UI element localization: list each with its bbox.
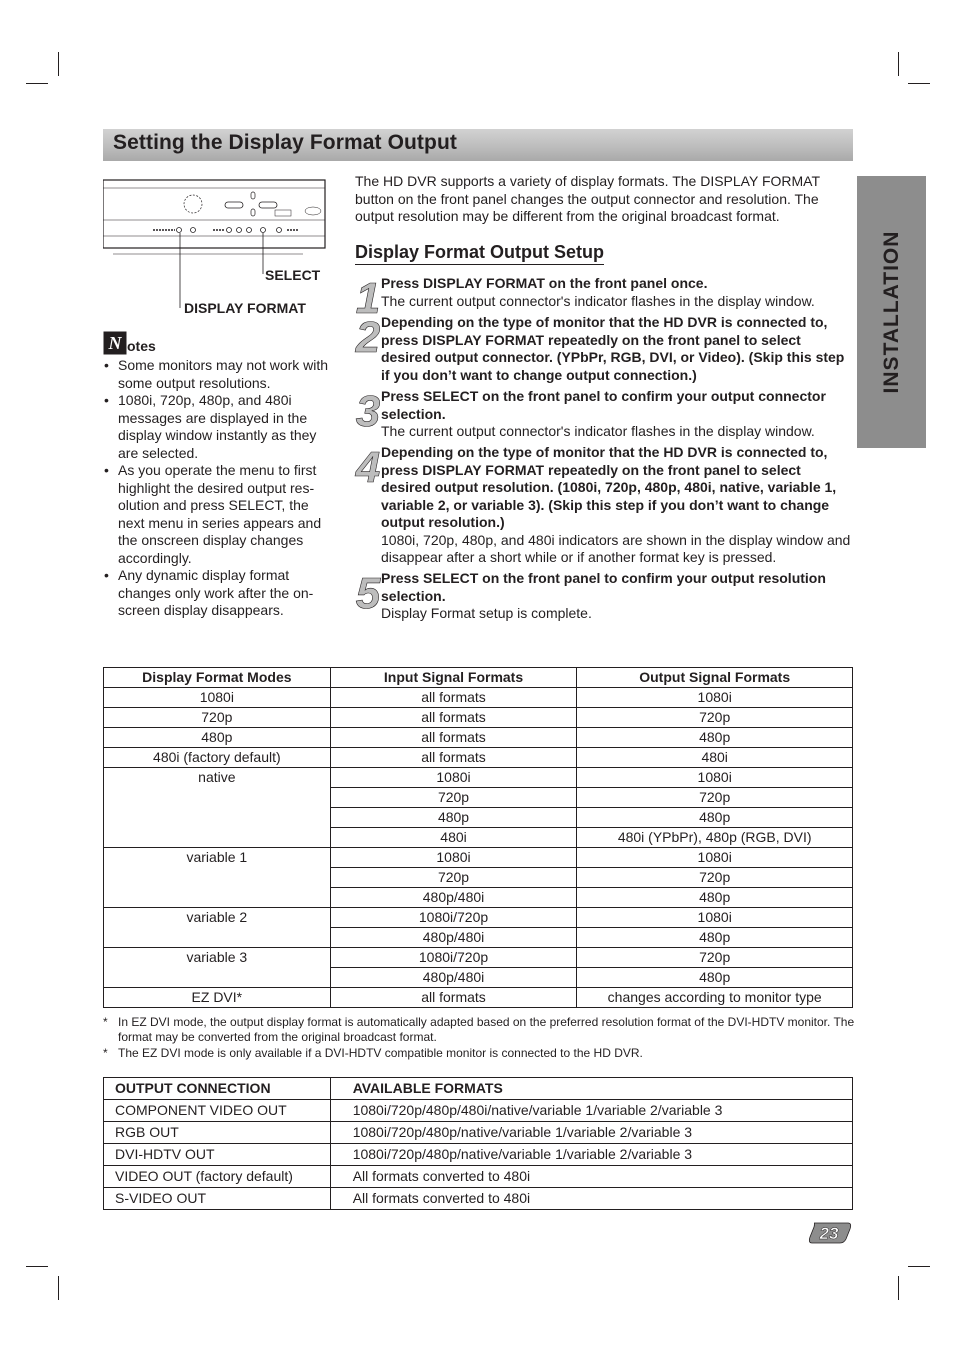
display-format-table <box>103 667 853 1008</box>
mode-cell: 480p <box>104 728 331 748</box>
formats-cell: 1080i/720p/480p/native/variable 1/variable 2/variable 3 <box>330 1122 852 1144</box>
intro-paragraph: The HD DVR supports a variety of display formats. The DISPLAY FORMAT button on the front panel changes the output connector and resolution. The output resolution may be different from the original broadcast format. <box>355 173 820 224</box>
section-side-tab <box>857 176 926 448</box>
step-instruction: Depending on the type of monitor that the HD DVR is connected to, press DISPLAY FORMAT repeatedly on the front panel to select desired output connector. (YPbPr, RGB, DVI, or Video). (Skip this step if you don’t want to change output connection.) <box>381 314 845 383</box>
input-cell: 480p/480i <box>330 928 577 948</box>
crop-mark <box>58 52 59 76</box>
display-format-callout-label: DISPLAY FORMAT <box>184 300 306 316</box>
step-number-2-icon <box>353 314 383 360</box>
step-number: 2 <box>355 314 381 360</box>
footnote <box>103 1015 855 1045</box>
section-title-bar <box>103 129 853 161</box>
select-callout-label: SELECT <box>265 267 321 283</box>
output-cell: changes according to monitor type <box>577 988 853 1008</box>
footnote <box>103 1046 855 1061</box>
step-number: 4 <box>355 444 381 490</box>
mode-cell: EZ DVI* <box>104 988 331 1008</box>
crop-mark <box>898 52 899 76</box>
formats-cell: 1080i/720p/480p/480i/native/variable 1/variable 2/variable 3 <box>330 1100 852 1122</box>
table-row <box>104 908 853 928</box>
input-cell: all formats <box>330 748 577 768</box>
table-row <box>104 1100 853 1122</box>
formats-cell: All formats converted to 480i <box>330 1166 852 1188</box>
step-instruction: Press DISPLAY FORMAT on the front panel once. <box>381 275 708 291</box>
output-cell: 720p <box>577 708 853 728</box>
column-header: OUTPUT CONNECTION <box>104 1078 331 1100</box>
step-instruction: Press SELECT on the front panel to confirm your output resolution selection. <box>381 570 826 604</box>
page-number: 23 <box>819 1224 839 1243</box>
step-number: 1 <box>355 275 381 321</box>
column-header: AVAILABLE FORMATS <box>330 1078 852 1100</box>
page-title: Setting the Display Format Output <box>113 131 457 154</box>
setup-step-3 <box>381 388 853 441</box>
footnote-mark: * <box>103 1015 108 1029</box>
front-panel-illustration <box>103 178 329 318</box>
output-cell: 480p <box>577 968 853 988</box>
table-row <box>104 1122 853 1144</box>
notes-heading-text: otes <box>127 337 156 354</box>
mode-cell: native <box>104 768 331 848</box>
setup-step-4 <box>381 444 853 567</box>
table-row <box>104 708 853 728</box>
note-item: • 1080i, 720p, 480p, and 480i messages are displayed in the display window instantly as they are selected. <box>103 392 331 462</box>
input-cell: all formats <box>330 988 577 1008</box>
column-header: Output Signal Formats <box>577 668 853 688</box>
notes-n-icon <box>103 331 127 355</box>
output-cell: 1080i <box>577 908 853 928</box>
input-cell: all formats <box>330 708 577 728</box>
table-row <box>104 768 853 788</box>
step-number: 5 <box>355 570 381 616</box>
footnote-text: The EZ DVI mode is only available if a DVI-HDTV compatible monitor is connected to the HD DVR. <box>118 1046 643 1060</box>
mode-cell: variable 1 <box>104 848 331 908</box>
table-row <box>104 728 853 748</box>
output-cell: 480p <box>577 928 853 948</box>
table-row <box>104 948 853 968</box>
output-cell: 720p <box>577 868 853 888</box>
setup-heading: Display Format Output Setup <box>355 242 604 265</box>
table-row <box>104 1144 853 1166</box>
output-cell: 480p <box>577 728 853 748</box>
connection-cell: S-VIDEO OUT <box>104 1188 331 1210</box>
step-number-4-icon <box>353 444 383 490</box>
connection-cell: DVI-HDTV OUT <box>104 1144 331 1166</box>
step-instruction: Press SELECT on the front panel to confirm your output connector selection. <box>381 388 826 422</box>
column-header: Display Format Modes <box>104 668 331 688</box>
display-format-table-body <box>104 688 853 1008</box>
step-number-5-icon <box>353 570 383 616</box>
input-cell: 1080i <box>330 768 577 788</box>
output-cell: 480p <box>577 888 853 908</box>
mode-cell: variable 3 <box>104 948 331 988</box>
table-row <box>104 1188 853 1210</box>
note-item: • Any dynamic display format changes only work after the on-screen display disappears. <box>103 567 331 620</box>
input-cell: 480p/480i <box>330 968 577 988</box>
table-row <box>104 988 853 1008</box>
step-detail: The current output connector's indicator flashes in the display window. <box>381 423 815 439</box>
setup-step-1 <box>381 275 853 310</box>
output-cell: 720p <box>577 788 853 808</box>
input-cell: 480i <box>330 828 577 848</box>
input-cell: 1080i/720p <box>330 908 577 928</box>
input-cell: all formats <box>330 728 577 748</box>
crop-mark <box>26 1266 48 1267</box>
table-header-row <box>104 668 853 688</box>
input-cell: 480p/480i <box>330 888 577 908</box>
step-number: 3 <box>355 388 381 434</box>
step-detail: The current output connector's indicator flashes in the display window. <box>381 292 815 309</box>
step-detail: 1080i, 720p, 480p, and 480i indicators are shown in the display window and disappear after a short while or if another format key is pressed. <box>381 531 851 565</box>
step-detail: Display Format setup is complete. <box>381 605 592 621</box>
output-cell: 480i <box>577 748 853 768</box>
table-row <box>104 1166 853 1188</box>
step-number-3-icon <box>353 388 383 434</box>
formats-cell: All formats converted to 480i <box>330 1188 852 1210</box>
table-row <box>104 688 853 708</box>
footnote-mark: * <box>103 1046 108 1060</box>
connection-cell: VIDEO OUT (factory default) <box>104 1166 331 1188</box>
side-tab-label: INSTALLATION <box>879 230 903 394</box>
input-cell: 480p <box>330 808 577 828</box>
mode-cell: variable 2 <box>104 908 331 948</box>
mode-cell: 1080i <box>104 688 331 708</box>
output-cell: 1080i <box>577 848 853 868</box>
note-item: • As you operate the menu to first highlight the desired output res-olution and press SELECT, the next menu in series appears and the onscreen display changes accordingly. <box>103 462 331 567</box>
formats-cell: 1080i/720p/480p/native/variable 1/variable 2/variable 3 <box>330 1144 852 1166</box>
notes-box <box>103 329 331 620</box>
mode-cell: 480i (factory default) <box>104 748 331 768</box>
crop-mark <box>898 1276 899 1300</box>
output-connection-table <box>103 1077 853 1210</box>
output-cell: 720p <box>577 948 853 968</box>
setup-step-2 <box>381 314 853 384</box>
output-cell: 480p <box>577 808 853 828</box>
table-row <box>104 848 853 868</box>
note-item: • Some monitors may not work with some output resolutions. <box>103 357 331 392</box>
crop-mark <box>908 83 930 84</box>
input-cell: 720p <box>330 788 577 808</box>
crop-mark <box>26 83 48 84</box>
table-row <box>104 748 853 768</box>
footnote-text: In EZ DVI mode, the output display format is automatically adapted based on the preferred resolution format of the DVI-HDTV monitor. The format may be converted from the original broadcast format. <box>118 1015 855 1044</box>
setup-step-5 <box>381 570 853 623</box>
crop-mark <box>58 1276 59 1300</box>
input-cell: all formats <box>330 688 577 708</box>
input-cell: 1080i <box>330 848 577 868</box>
column-header: Input Signal Formats <box>330 668 577 688</box>
output-cell: 1080i <box>577 688 853 708</box>
step-instruction: Depending on the type of monitor that the HD DVR is connected to, press DISPLAY FORMAT repeatedly on the front panel to select desired output resolution. (1080i, 720p, 480p, 480i, native, variable 1, variable 2, or variable 3). (Skip this step if you don’t want to change output resolution.) <box>381 444 837 530</box>
table-header-row <box>104 1078 853 1100</box>
output-cell: 480i (YPbPr), 480p (RGB, DVI) <box>577 828 853 848</box>
input-cell: 720p <box>330 868 577 888</box>
front-panel-drawing <box>103 178 329 318</box>
notes-list <box>103 357 331 620</box>
notes-icon-letter: N <box>108 333 122 353</box>
mode-cell: 720p <box>104 708 331 728</box>
page-number-badge <box>808 1221 852 1245</box>
output-cell: 1080i <box>577 768 853 788</box>
connection-cell: COMPONENT VIDEO OUT <box>104 1100 331 1122</box>
crop-mark <box>908 1266 930 1267</box>
input-cell: 1080i/720p <box>330 948 577 968</box>
notes-heading <box>103 329 331 355</box>
connection-cell: RGB OUT <box>104 1122 331 1144</box>
